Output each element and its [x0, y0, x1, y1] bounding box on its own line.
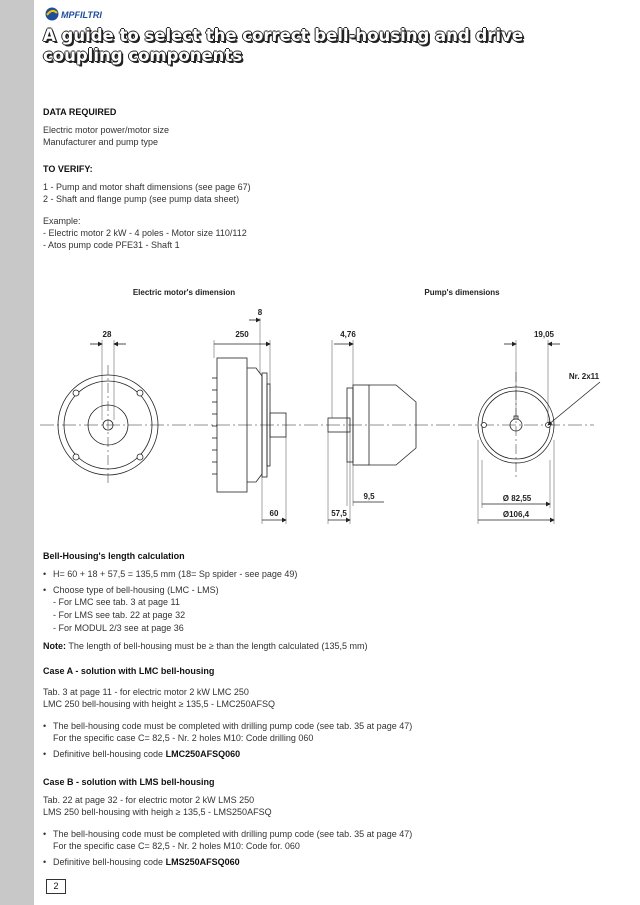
example-label: Example: — [43, 216, 81, 226]
case-b-line-2: LMS 250 bell-housing with heigh ≥ 135,5 - LMS250AFSQ — [43, 807, 272, 817]
case-b-code: LMS250AFSQ060 — [165, 857, 240, 867]
case-a-code: LMC250AFSQ060 — [165, 749, 241, 759]
to-verify-line-2: 2 - Shaft and flange pump (see pump data sheet) — [43, 194, 240, 204]
length-calc-sub-1: - For LMC see tab. 3 at page 11 — [53, 597, 180, 607]
motor-front-view — [58, 330, 158, 485]
length-calc-note: Note: The length of bell-housing must be ≥ than the length calculated (135,5 mm) — [43, 641, 368, 651]
pump-dimension-title: Pump's dimensions — [424, 288, 500, 297]
length-calc-sub-3: - For MODUL 2/3 see at page 36 — [53, 623, 184, 633]
motor-side-view — [212, 308, 286, 524]
example-line-2: - Atos pump code PFE31 - Shaft 1 — [43, 240, 180, 250]
dim-9-5: 9,5 — [363, 492, 375, 501]
dim-57-5: 57,5 — [331, 509, 347, 518]
technical-drawing — [34, 280, 634, 530]
dim-60: 60 — [269, 509, 279, 518]
logo-text: MPFILTRI — [61, 10, 102, 20]
to-verify-line-1: 1 - Pump and motor shaft dimensions (see page 67) — [43, 182, 251, 192]
dim-4-76: 4,76 — [340, 330, 356, 339]
motor-dimension-title: Electric motor's dimension — [132, 288, 236, 297]
data-required-line-1: Electric motor power/motor size — [43, 125, 170, 135]
dim-holes: Nr. 2x11 — [568, 372, 600, 381]
mpfiltri-logo — [44, 6, 114, 22]
pump-front-view — [478, 330, 600, 524]
dim-28: 28 — [102, 330, 112, 339]
page-title: A guide to select the correct bell-housing and drive coupling components — [43, 26, 524, 65]
case-b-heading: Case B - solution with LMS bell-housing — [43, 777, 215, 787]
case-b-bullet-1-cont: For the specific case C= 82,5 - Nr. 2 holes M10: Code for. 060 — [53, 841, 300, 851]
length-calc-bullet-2: • Choose type of bell-housing (LMC - LMS) — [43, 585, 219, 595]
case-a-bullet-1-cont: For the specific case C= 82,5 - Nr. 2 holes M10: Code drilling 060 — [53, 733, 314, 743]
dim-82-55: Ø 82,55 — [502, 494, 532, 503]
page-number: 2 — [46, 879, 66, 894]
case-b-bullet-2: • Definitive bell-housing code LMS250AFSQ060 — [43, 857, 240, 867]
case-a-bullet-2: • Definitive bell-housing code LMC250AFSQ060 — [43, 749, 241, 759]
data-required-heading: DATA REQUIRED — [43, 107, 117, 117]
example-line-1: - Electric motor 2 kW - 4 poles - Motor size 110/112 — [43, 228, 247, 238]
data-required-line-2: Manufacturer and pump type — [43, 137, 159, 147]
length-calc-heading: Bell-Housing's length calculation — [43, 551, 185, 561]
dim-19-05: 19,05 — [533, 330, 555, 339]
case-b-bullet-1: • The bell-housing code must be completed with drilling pump code (see tab. 35 at page 47) — [43, 829, 413, 839]
left-margin-bar — [0, 0, 34, 905]
pump-side-view — [328, 330, 416, 524]
dim-8: 8 — [257, 308, 263, 317]
case-a-line-2: LMC 250 bell-housing with height ≥ 135,5 - LMC250AFSQ — [43, 699, 276, 709]
length-calc-bullet-1: • H= 60 + 18 + 57,5 = 135,5 mm (18= Sp spider - see page 49) — [43, 569, 298, 579]
case-a-line-1: Tab. 3 at page 11 - for electric motor 2 kW LMC 250 — [43, 687, 249, 697]
dim-250: 250 — [235, 330, 249, 339]
case-b-line-1: Tab. 22 at page 32 - for electric motor 2 kW LMS 250 — [43, 795, 255, 805]
case-a-heading: Case A - solution with LMC bell-housing — [43, 666, 215, 676]
to-verify-heading: TO VERIFY: — [43, 164, 93, 174]
dim-106-4: Ø106,4 — [502, 510, 530, 519]
case-a-bullet-1: • The bell-housing code must be completed with drilling pump code (see tab. 35 at page 47) — [43, 721, 413, 731]
length-calc-sub-2: - For LMS see tab. 22 at page 32 — [53, 610, 186, 620]
